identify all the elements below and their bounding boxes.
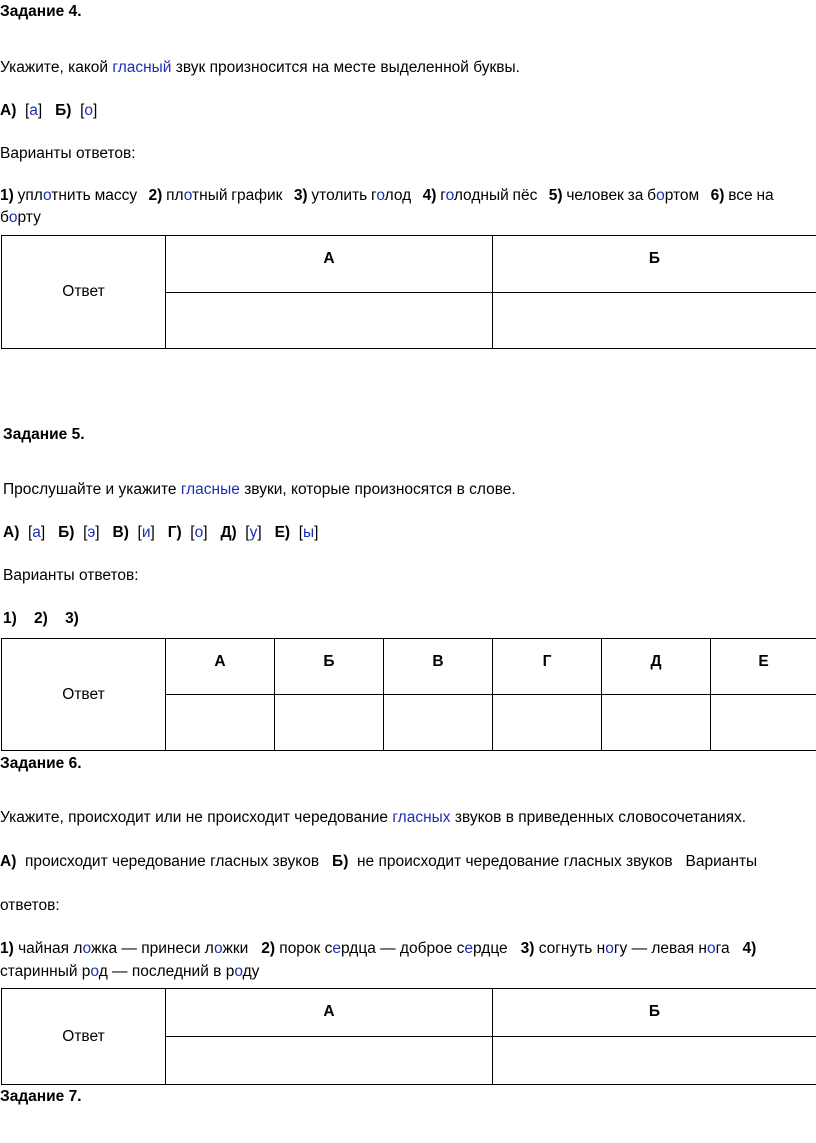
task4-variants-label: Варианты ответов: (0, 145, 136, 162)
task5-variants-label: Варианты ответов: (3, 567, 139, 584)
answer-text: порок с (279, 940, 333, 957)
highlighted-letter: о (234, 963, 243, 980)
answer-text: гу — левая н (613, 940, 707, 957)
column-header-b: Б (493, 236, 816, 293)
answer-number: 2) (261, 940, 280, 957)
answer-text: рдца — доброе с (341, 940, 465, 957)
task5-answer-numbers: 1) 2) 3) (3, 610, 79, 627)
answer-text: согнуть н (538, 940, 606, 957)
answer-text: чайная л (18, 940, 83, 957)
answer-cell-b[interactable] (493, 293, 816, 349)
column-header-b: Б (275, 639, 384, 695)
task4-answer-table (1, 235, 816, 349)
highlighted-letter: е (464, 940, 474, 957)
option-letter: Б) (55, 102, 72, 119)
answer-text: д — последний в р (98, 963, 235, 980)
answer-cell-e[interactable] (711, 695, 816, 751)
column-header-v: В (384, 639, 493, 695)
answer-number: 3) (520, 940, 539, 957)
answer-cell-b[interactable] (275, 695, 384, 751)
answer-text: жки (222, 940, 249, 957)
highlighted-letter: о (90, 963, 99, 980)
task5-title: Задание 5. (3, 426, 85, 443)
column-header-a: А (166, 989, 493, 1037)
answer-text: рдце (473, 940, 508, 957)
answer-cell-a[interactable] (166, 293, 493, 349)
task4-instruction: Укажите, какой гласный звук произносится на месте выделенной буквы. (0, 59, 520, 76)
task5-options: А) [а] Б) [э] В) [и] Г) [о] Д) [у] Е) [ы] (3, 524, 319, 541)
task4-answers-line2: борту (0, 209, 41, 226)
answer-number: 4) (742, 940, 757, 957)
column-header-d: Д (602, 639, 711, 695)
task6-variants-label: ответов: (0, 897, 60, 914)
answer-cell-d[interactable] (602, 695, 711, 751)
column-header-b: Б (493, 989, 816, 1037)
column-header-a: А (166, 236, 493, 293)
task6-instruction: Укажите, происходит или не происходит чередование гласных звуков в приведенных словосочетаниях. (0, 809, 747, 826)
task6-answers-line2 (0, 962, 259, 982)
task5-answer-table (1, 638, 816, 751)
highlighted-letter: о (605, 940, 614, 957)
task4-answers-line1: 1) уплотнить массу 2) плотный график 3) утолить голод 4) голодный пёс 5) человек за бортом 6) все на (0, 187, 774, 204)
answer-text: ду (242, 963, 260, 980)
task6-title: Задание 6. (0, 755, 82, 772)
answer-label: Ответ (2, 639, 166, 751)
task4-title: Задание 4. (0, 3, 82, 20)
answer-text: жка — принеси л (91, 940, 215, 957)
column-header-e: Е (711, 639, 816, 695)
answer-text: старинный р (0, 963, 91, 980)
answer-text: га (715, 940, 730, 957)
option-sound: а (29, 102, 38, 119)
answer-label: Ответ (2, 236, 166, 349)
answer-cell-a[interactable] (166, 1037, 493, 1085)
answer-cell-v[interactable] (384, 695, 493, 751)
highlighted-letter: о (82, 940, 91, 957)
answer-cell-b[interactable] (493, 1037, 816, 1085)
task7-title: Задание 7. (0, 1088, 82, 1105)
column-header-a: А (166, 639, 275, 695)
highlighted-letter: о (214, 940, 223, 957)
task6-answer-table (1, 988, 816, 1085)
highlighted-letter: о (707, 940, 716, 957)
option-letter: А) (0, 102, 17, 119)
highlighted-letter: е (332, 940, 342, 957)
option-sound: о (84, 102, 93, 119)
task5-instruction: Прослушайте и укажите гласные звуки, которые произносятся в слове. (3, 481, 516, 498)
answer-label: Ответ (2, 989, 166, 1085)
column-header-g: Г (493, 639, 602, 695)
answer-cell-g[interactable] (493, 695, 602, 751)
task6-answers-line1 (0, 939, 756, 959)
task4-options: А) [а] Б) [о] (0, 102, 98, 119)
answer-number: 1) (0, 940, 19, 957)
answer-cell-a[interactable] (166, 695, 275, 751)
task6-options: А) происходит чередование гласных звуков Б) не происходит чередование гласных звуков Варианты (0, 853, 758, 870)
